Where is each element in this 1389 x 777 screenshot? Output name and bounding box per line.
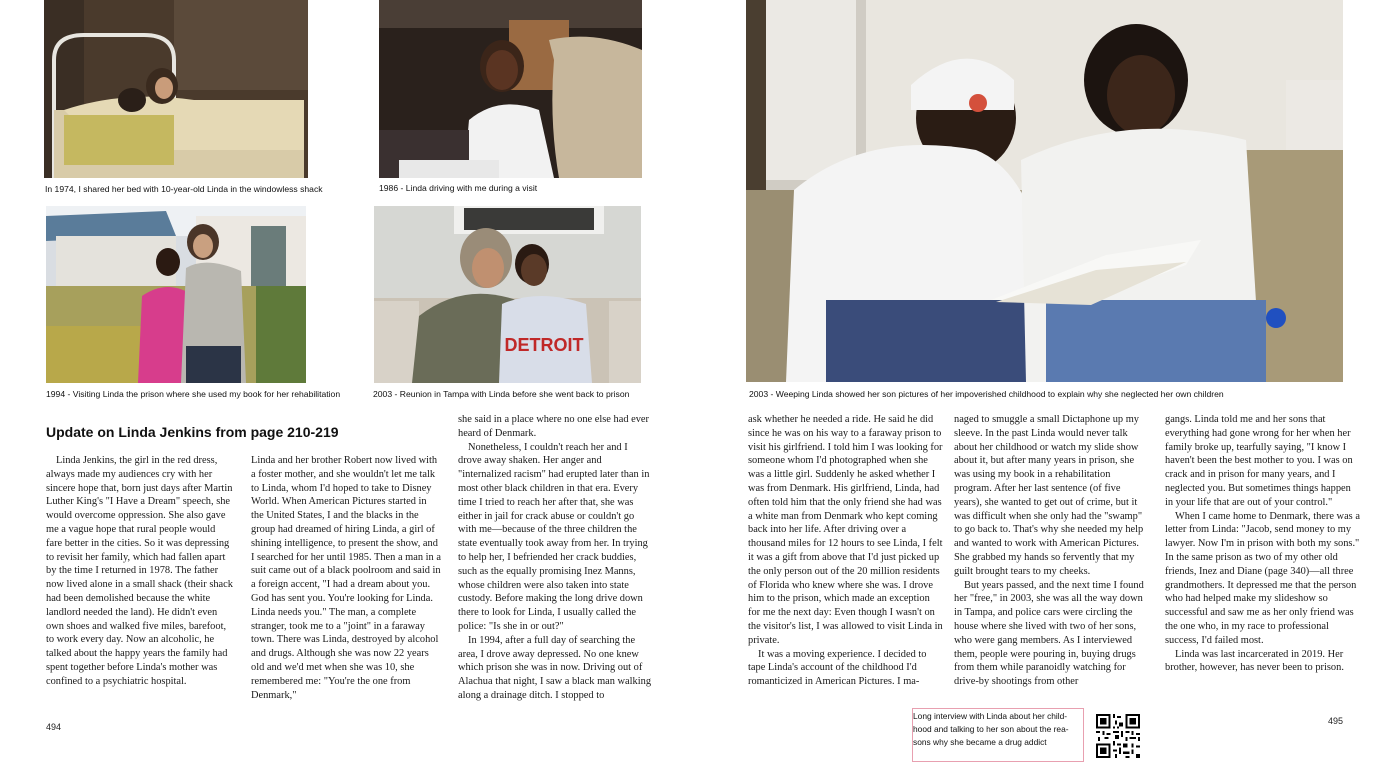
photo-5-caption: 2003 - Weeping Linda showed her son pictures of her impoverished childhood to explain why she neglected her own children [749, 389, 1224, 399]
paragraph: When I came home to Denmark, there was a letter from Linda: "Jacob, send money to my lawyer. Now I'm in prison with both my sons." In the same prison as two of my other old friends, Inez and Diane (page 340)—all three grandmothers. It depressed me that the person who had helped make my slideshow so successful and saw me as her only friend was the one who, in my race to professional success, I'd failed most. [1165, 510, 1360, 646]
paragraph: It was a moving experience. I decided to tape Linda's account of the childhood I'd romanticized in American Pictures. I ma- [748, 648, 927, 688]
text-column-6 [1165, 413, 1361, 675]
jersey-text: DETROIT [504, 335, 584, 355]
text-column-1 [46, 454, 234, 689]
callout-line: Long interview with Linda about her child- [913, 711, 1068, 721]
paragraph: Linda was last incarcerated in 2019. Her brother, however, has never been to prison. [1165, 648, 1344, 674]
callout-line: sons why she became a drug addict [913, 737, 1047, 747]
paragraph: Linda Jenkins, the girl in the red dress, always made my audiences cry with her sincere hope that, born just days after Martin Luther King's "I Have a Dream" speech, she would overcome oppression. She also gave me a vague hope that rural people would fare better in the cities. So it was depressing to revisit her family, which had fallen apart by the time I returned in 1978. The father now lived alone in a small shack (their shack had been demolished because the white landlord needed the land). He didn't even own shoes and walked five miles, barefoot, to work every day. Now an alcoholic, he talked about the happy years the family had spent together before Linda's mother was confined to a psychiatric hospital. [46, 455, 233, 687]
page-number-right: 495 [1328, 716, 1344, 726]
text-column-5 [954, 413, 1149, 689]
callout-line: hood and talking to her son about the rea- [913, 724, 1069, 734]
paragraph: In 1994, after a full day of searching the area, I drove away depressed. No one knew which prison she was in now. Driving out of Alachua that night, I saw a black man walking along a drainage ditch. I stopped to [458, 634, 652, 701]
paragraph: naged to smuggle a small Dictaphone up my sleeve. In the past Linda would never talk about her childhood or watch my slide show about it, but after many years in prison, she was using my book in a rehabilitation program. After her last sentence (of five years), she wanted to get out of crime, but it was difficult when she only had the "swamp" to go back to. That's why she needed my help and wanted to work with American Pictures. She grabbed my hands so fervently that my guilt brought tears to my cheeks. [954, 414, 1144, 577]
paragraph: she said in a place where no one else had ever heard of Denmark. [458, 414, 649, 439]
photo-1974-bed [44, 0, 308, 178]
paragraph: Nonetheless, I couldn't reach her and I drove away shaken. Her anger and "internalized racism" had erupted later than in most other black children in that era. Every time I tried to reach her after that, she was either in jail for crack abuse or couldn't go with me—because of the three children the state eventually took away from her. In trying to help her, I befriended her crack buddies, such as the equally promising Inez Manns, whose children were also taken into state custody. Before making the long drive down there to look for Linda, I usually called the police: "Is she in or out?" [458, 441, 650, 632]
photo-4-caption: 2003 - Reunion in Tampa with Linda before she went back to prison [373, 389, 630, 399]
paragraph: ask whether he needed a ride. He said he did since he was on his way to a faraway prison to visit his girlfriend. I told him I was looking for someone whom I'd photographed when she was a little girl. Suddenly he asked whether I was from Denmark. His girlfriend, Linda, had often told him that the only friend she had was a white man from Denmark who kept coming back into her life. After driving over a thousand miles for 12 hours to see Linda, I felt it was a gift from above that I'd just picked up the only person out of the 20 million residents of Florida who knew where she was. I drove him to the prison, which made an exception for me the next day: Even though I wasn't on the visitor's list, I was allowed to visit Linda in private. [748, 414, 943, 646]
article-heading: Update on Linda Jenkins from page 210-219 [46, 424, 339, 440]
text-column-2 [251, 454, 441, 702]
photo-3-caption: 1994 - Visiting Linda the prison where she used my book for her rehabilitation [46, 389, 341, 399]
photo-1994-prison-visit [46, 206, 306, 383]
paragraph: But years passed, and the next time I found her "free," in 2003, she was all the way down in Tampa, and police cars were circling the house where she lived with two of her sons, who were gang members. As I interviewed them, people were pouring in, buying drugs from them while paranoidly watching for drive-by shootings from other [954, 579, 1144, 688]
text-column-3 [458, 413, 652, 703]
text-column-4 [748, 413, 943, 689]
photo-2003-son-pictures [746, 0, 1343, 382]
qr-code-icon[interactable] [1096, 714, 1140, 758]
paragraph: gangs. Linda told me and her sons that everything had gone wrong for her when her family broke up, tearfully saying, "I know I haven't been the best mother to you. I was on crack and in prison for many years, and I neglected you. But sometimes things happen in your life that are out of your control." [1165, 414, 1353, 508]
photo-1986-driving [379, 0, 642, 178]
paragraph: Linda and her brother Robert now lived with a foster mother, and she wouldn't let me talk to Linda, whom I'd hoped to take to Disney World. When American Pictures started in the United States, I and the blacks in the group had dreamed of hiring Linda, a girl of shining intelligence, to present the show, and I searched for her until 1985. Then a man in a suit came out of a black poolroom and said in a foreign accent, "I had a dream about you. God has sent you. You're looking for Linda. Linda needs you." The man, a complete stranger, took me to a "joint" in a faraway town. There was Linda, destroyed by alcohol and drugs. Although she was now 22 years old and we'd met when she was 10, she remembered me: "You're the one from Denmark," [251, 455, 441, 701]
video-callout-box [912, 708, 1084, 762]
photo-1-caption: In 1974, I shared her bed with 10-year-old Linda in the windowless shack [45, 184, 323, 194]
photo-2003-reunion-tampa [374, 206, 641, 383]
page-number-left: 494 [46, 722, 62, 732]
photo-2-caption: 1986 - Linda driving with me during a visit [379, 183, 538, 193]
